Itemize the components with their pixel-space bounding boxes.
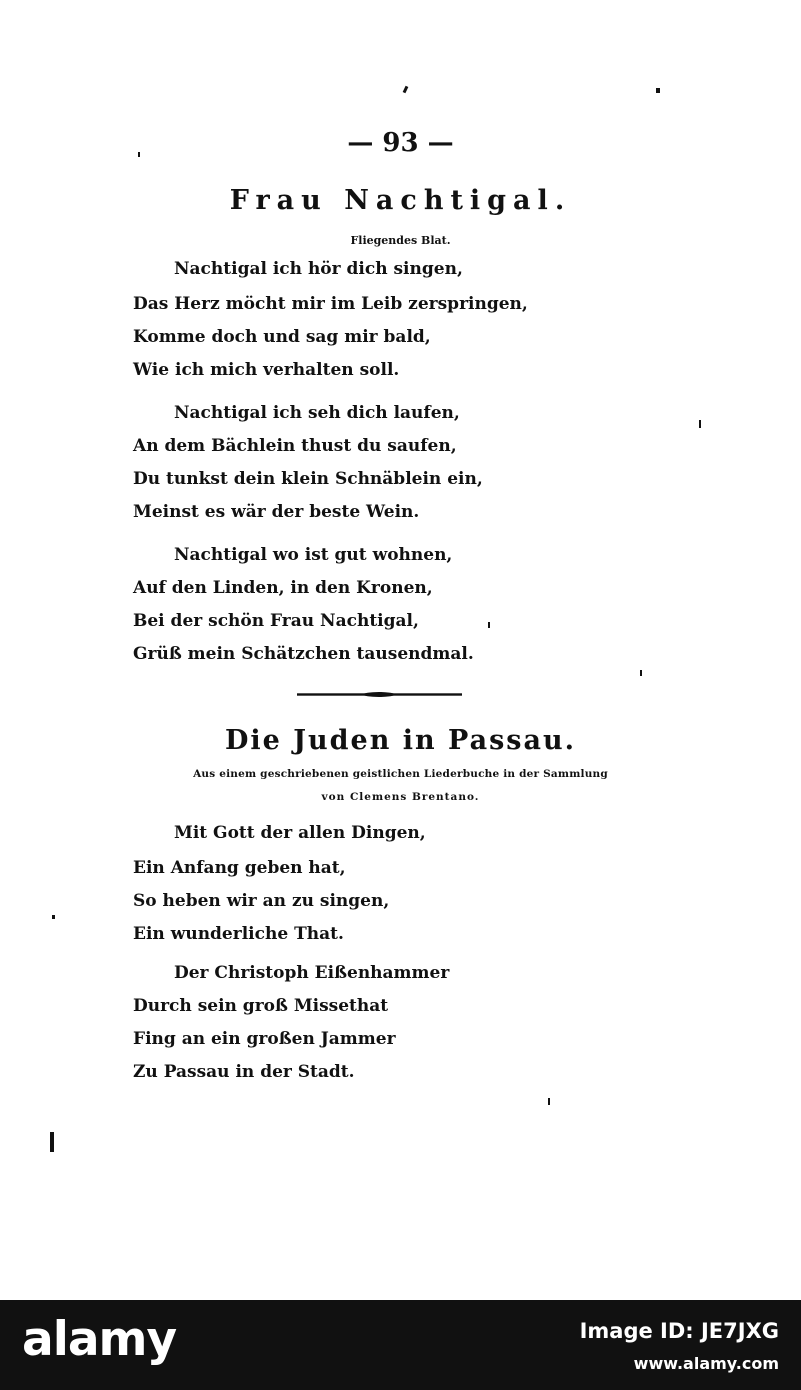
- scan-speck: [138, 152, 140, 157]
- poem-title: Frau Nachtigal.: [229, 185, 572, 216]
- poem-subtitle: von Clemens Brentano.: [321, 791, 480, 803]
- page-number: — 93 —: [347, 128, 454, 158]
- poem-title: Die Juden in Passau.: [224, 725, 577, 756]
- scan-speck: [488, 622, 490, 628]
- verse-line: An dem Bächlein thust du saufen,: [133, 436, 457, 456]
- poem-subtitle: Fliegendes Blat.: [350, 234, 451, 247]
- poem-subtitle: Aus einem geschriebenen geistlichen Liederbuche in der Sammlung: [193, 768, 608, 780]
- verse-line: Nachtigal ich hör dich singen,: [174, 259, 463, 279]
- verse-line: Der Christoph Eißenhammer: [174, 963, 450, 983]
- watermark-image-id: Image ID: JE7JXG: [579, 1319, 779, 1343]
- verse-line: Fing an ein großen Jammer: [133, 1029, 396, 1049]
- verse-line: Du tunkst dein klein Schnäblein ein,: [133, 469, 483, 489]
- verse-line: Zu Passau in der Stadt.: [133, 1062, 355, 1082]
- scan-speck: [656, 88, 660, 93]
- verse-line: Nachtigal wo ist gut wohnen,: [174, 545, 453, 565]
- verse-line: Ein wunderliche That.: [133, 924, 344, 944]
- verse-line: Mit Gott der allen Dingen,: [174, 823, 426, 843]
- verse-line: Das Herz möcht mir im Leib zerspringen,: [133, 294, 528, 314]
- verse-line: So heben wir an zu singen,: [133, 891, 390, 911]
- ornamental-divider: [297, 692, 462, 697]
- verse-line: Ein Anfang geben hat,: [133, 858, 346, 878]
- verse-line: Komme doch und sag mir bald,: [133, 327, 431, 347]
- verse-line: Durch sein groß Missethat: [133, 996, 389, 1016]
- verse-line: Auf den Linden, in den Kronen,: [133, 578, 433, 598]
- verse-line: Bei der schön Frau Nachtigal,: [133, 611, 419, 631]
- scan-speck: [403, 86, 409, 94]
- scan-speck: [548, 1098, 550, 1105]
- verse-line: Meinst es wär der beste Wein.: [133, 502, 420, 522]
- watermark-logo: alamy: [22, 1312, 177, 1367]
- verse-line: Grüß mein Schätzchen tausendmal.: [133, 644, 474, 664]
- verse-line: Nachtigal ich seh dich laufen,: [174, 403, 460, 423]
- scan-speck: [50, 1132, 54, 1152]
- watermark-url: www.alamy.com: [633, 1354, 779, 1373]
- scan-speck: [52, 915, 55, 919]
- verse-line: Wie ich mich verhalten soll.: [133, 360, 400, 380]
- scan-speck: [640, 670, 642, 676]
- scan-speck: [699, 420, 701, 428]
